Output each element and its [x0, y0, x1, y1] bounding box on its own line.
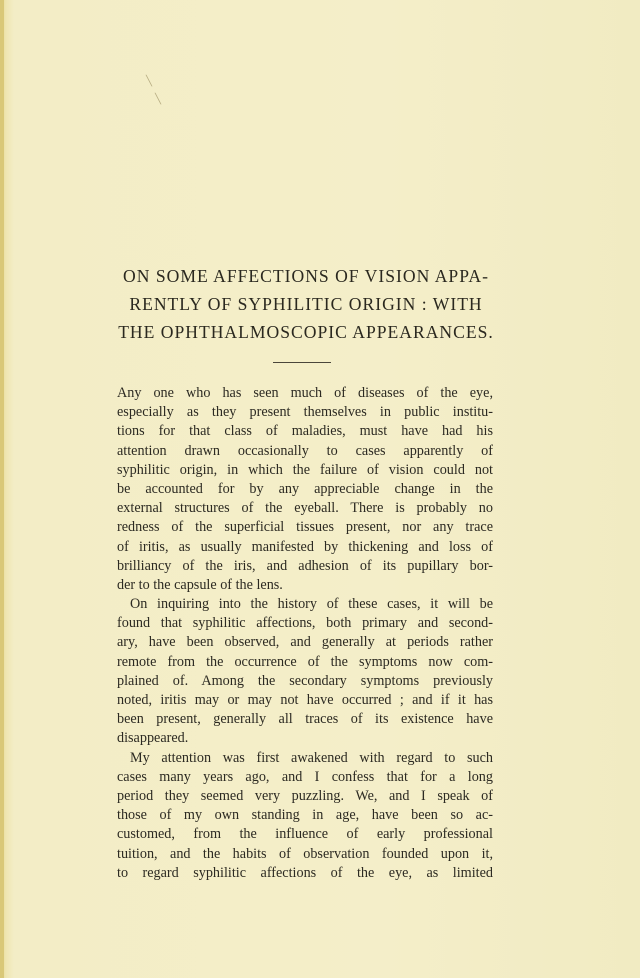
- article-title: [96, 262, 516, 346]
- text-line: to regard syphilitic affections of the eye, as limited: [117, 864, 493, 881]
- text-line: period they seemed very puzzling. We, and I speak of: [117, 787, 493, 804]
- text-line: tions for that class of maladies, must have had his: [117, 423, 493, 440]
- title-line: THE OPHTHALMOSCOPIC APPEARANCES.: [118, 322, 494, 342]
- text-line: customed, from the influence of early professional: [117, 826, 493, 843]
- text-line: brilliancy of the iris, and adhesion of its pupillary bor-: [117, 557, 493, 574]
- text-line: On inquiring into the history of these cases, it will be: [130, 596, 493, 613]
- text-line: tuition, and the habits of observation founded upon it,: [117, 845, 493, 862]
- text-line: syphilitic origin, in which the failure of vision could not: [117, 461, 493, 478]
- text-line: disappeared.: [117, 730, 189, 747]
- text-line: been present, generally all traces of its existence have: [117, 711, 493, 728]
- text-line: be accounted for by any appreciable change in the: [117, 480, 493, 497]
- text-line: redness of the superficial tissues present, nor any trace: [117, 519, 493, 536]
- title-line: ON SOME AFFECTIONS OF VISION APPA-: [123, 266, 489, 286]
- text-line: noted, iritis may or may not have occurred ; and if it has: [117, 692, 493, 708]
- text-line: ary, have been observed, and generally at periods rather: [117, 634, 493, 651]
- text-line: of iritis, as usually manifested by thickening and loss of: [117, 538, 493, 555]
- title-line: RENTLY OF SYPHILITIC ORIGIN : WITH: [129, 294, 483, 314]
- article-body: [117, 384, 493, 883]
- page-binding-edge: [0, 0, 4, 978]
- text-line: My attention was first awakened with regard to such: [130, 749, 493, 766]
- text-line: especially as they present themselves in public institu-: [117, 404, 493, 421]
- text-line: remote from the occurrence of the symptoms now com-: [117, 653, 493, 670]
- text-line: those of my own standing in age, have been so ac-: [117, 807, 493, 824]
- text-line: Any one who has seen much of diseases of the eye,: [117, 385, 493, 401]
- text-line: cases many years ago, and I confess that for a long: [117, 768, 493, 785]
- text-line: external structures of the eyeball. There is probably no: [117, 500, 493, 517]
- text-line: attention drawn occasionally to cases apparently of: [117, 442, 493, 459]
- text-line: der to the capsule of the lens.: [117, 576, 283, 593]
- title-divider: [273, 362, 331, 363]
- ink-speck: ╲: [155, 94, 162, 105]
- ink-speck: ╲: [146, 76, 153, 87]
- text-line: plained of. Among the secondary symptoms previously: [117, 672, 493, 689]
- text-line: found that syphilitic affections, both primary and second-: [117, 615, 493, 632]
